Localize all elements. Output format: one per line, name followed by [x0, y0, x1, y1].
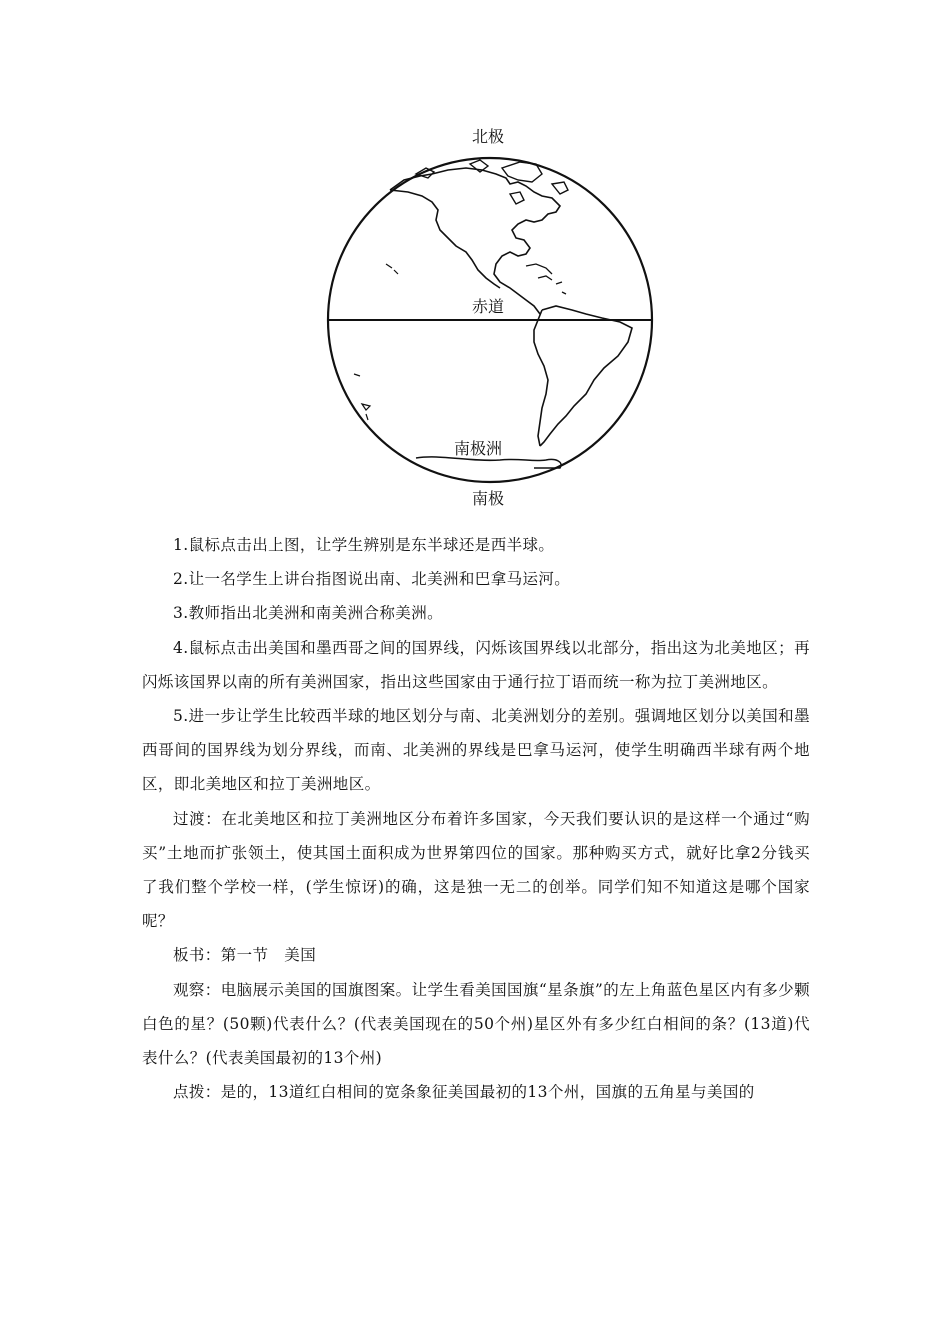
- antarctica-outline: [416, 457, 561, 468]
- caribbean-islands-outline: [526, 264, 566, 294]
- north-america-outline: [390, 168, 560, 314]
- paragraph: 4.鼠标点击出美国和墨西哥之间的国界线，闪烁该国界线以北部分，指出这为北美地区；再闪烁该国界以南的所有美洲国家，指出这些国家由于通行拉丁语而统一称为拉丁美洲地区。: [142, 638, 810, 691]
- paragraph: 过渡：在北美地区和拉丁美洲地区分布着许多国家，今天我们要认识的是这样一个通过“购买”土地而扩张领土，使其国土面积成为世界第四位的国家。那种购买方式，就好比拿2分钱买了我们整个学校一样，(学生惊讶)的确，这是独一无二的创举。同学们知不知道这是哪个国家呢？: [142, 809, 810, 931]
- equator-label: 赤道: [472, 297, 505, 316]
- paragraph: 观察：电脑展示美国的国旗图案。让学生看美国国旗“星条旗”的左上角蓝色星区内有多少颗白色的星？(50颗)代表什么？(代表美国现在的50个州)星区外有多少红白相间的条？(13道)代表什么？(代表美国最初的13个州): [142, 980, 810, 1068]
- paragraph: 5.进一步让学生比较西半球的地区划分与南、北美洲划分的差别。强调地区划分以美国和墨西哥间的国界线为划分界线，而南、北美洲的界线是巴拿马运河，使学生明确西半球有两个地区，即北美地区和拉丁美洲地区。: [142, 707, 810, 794]
- south-pole-label: 南极: [472, 489, 505, 508]
- board-writing: 板书：第一节 美国: [173, 946, 317, 965]
- paragraph: 1.鼠标点击出上图，让学生辨别是东半球还是西半球。: [173, 536, 555, 554]
- pacific-islands: [354, 264, 398, 420]
- paragraph: 2.让一名学生上讲台指图说出南、北美洲和巴拿马运河。: [173, 570, 571, 589]
- north-pole-label: 北极: [472, 127, 505, 146]
- paragraph: 3.教师指出北美洲和南美洲合称美洲。: [173, 604, 443, 623]
- western-hemisphere-map: [320, 124, 660, 514]
- lesson-text: [142, 528, 810, 1109]
- antarctica-label: 南极洲: [454, 439, 503, 458]
- south-america-outline: [534, 306, 632, 446]
- paragraph: 点拨：是的，13道红白相间的宽条象征美国最初的13个州，国旗的五角星与美国的: [173, 1083, 755, 1102]
